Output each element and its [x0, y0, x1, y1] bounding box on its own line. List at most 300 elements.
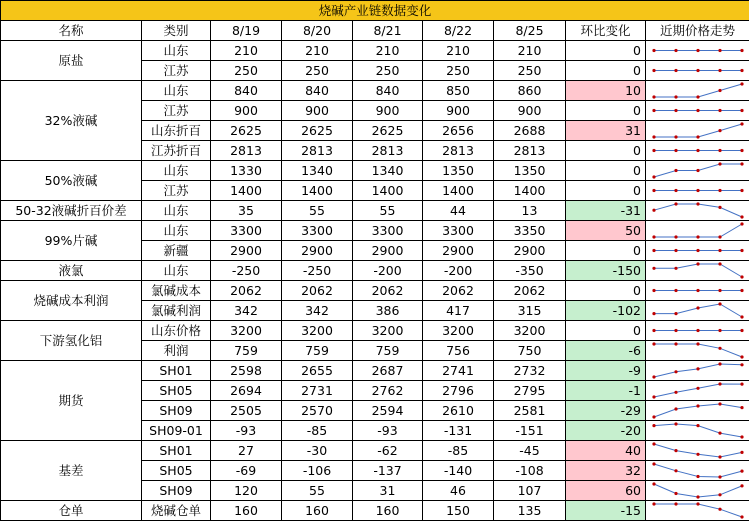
sparkline-point — [718, 382, 721, 385]
sparkline-point — [652, 442, 655, 445]
sparkline-point — [718, 302, 721, 305]
sparkline-point — [696, 49, 699, 52]
sparkline-point — [718, 362, 721, 365]
sparkline-point — [718, 455, 721, 458]
sparkline-point — [740, 49, 743, 52]
value-cell: 250 — [353, 61, 423, 81]
value-cell: 3200 — [211, 321, 282, 341]
table-row — [1, 261, 749, 281]
value-cell: 900 — [494, 101, 566, 121]
sparkline-point — [674, 370, 677, 373]
sparkline-point — [652, 209, 655, 212]
group-name: 仓单 — [1, 501, 142, 521]
value-cell: 1340 — [353, 161, 423, 181]
value-cell: 417 — [423, 301, 494, 321]
sparkline-point — [652, 395, 655, 398]
value-cell: 2900 — [353, 241, 423, 261]
sparkline-point — [740, 383, 743, 386]
value-cell: 2581 — [494, 401, 566, 421]
sparkline-point — [740, 470, 743, 473]
trend-sparkline — [646, 61, 749, 80]
value-cell: 2625 — [282, 121, 353, 141]
sparkline-point — [652, 415, 655, 418]
sparkline-point — [740, 315, 743, 318]
value-cell: 3200 — [353, 321, 423, 341]
trend-sparkline — [646, 221, 749, 240]
trend-sparkline-cell — [646, 381, 749, 401]
group-name: 液氯 — [1, 261, 142, 281]
table-body — [1, 41, 749, 521]
sparkline-point — [740, 189, 743, 192]
sparkline-point — [652, 482, 655, 485]
sparkline-point — [674, 312, 677, 315]
sparkline-point — [740, 435, 743, 438]
trend-sparkline — [646, 401, 749, 420]
sparkline-point — [718, 508, 721, 511]
group-name: 基差 — [1, 441, 142, 501]
value-cell: -93 — [353, 421, 423, 441]
sparkline-point — [718, 129, 721, 132]
value-cell: 2062 — [282, 281, 353, 301]
sparkline-point — [718, 49, 721, 52]
sparkline-point — [674, 267, 677, 270]
value-cell: 860 — [494, 81, 566, 101]
sparkline-point — [674, 492, 677, 495]
sparkline-point — [674, 135, 677, 138]
row-category: 江苏 — [142, 101, 211, 121]
sparkline-point — [740, 363, 743, 366]
value-cell: 840 — [353, 81, 423, 101]
change-cell: 0 — [566, 321, 646, 341]
table-row — [1, 441, 749, 461]
sparkline-point — [696, 169, 699, 172]
table-row — [1, 81, 749, 101]
trend-sparkline — [646, 161, 749, 180]
sparkline-point — [740, 406, 743, 409]
sparkline-point — [740, 215, 743, 218]
row-category: 山东 — [142, 261, 211, 281]
sparkline-point — [696, 149, 699, 152]
sparkline-point — [740, 289, 743, 292]
sparkline-line — [654, 344, 742, 357]
change-cell: -31 — [566, 201, 646, 221]
change-cell: 0 — [566, 241, 646, 261]
sparkline-point — [674, 449, 677, 452]
row-category: 江苏 — [142, 181, 211, 201]
value-cell: 210 — [211, 41, 282, 61]
table-row — [1, 501, 749, 521]
table-row — [1, 41, 749, 61]
trend-sparkline — [646, 381, 749, 400]
row-category: 山东 — [142, 221, 211, 241]
row-category: 新疆 — [142, 241, 211, 261]
value-cell: 150 — [423, 501, 494, 521]
value-cell: 210 — [282, 41, 353, 61]
value-cell: 2813 — [211, 141, 282, 161]
header-date: 8/20 — [282, 21, 353, 41]
sparkline-point — [740, 109, 743, 112]
trend-sparkline — [646, 201, 749, 220]
value-cell: 2795 — [494, 381, 566, 401]
change-cell: -150 — [566, 261, 646, 281]
sparkline-point — [696, 502, 699, 505]
value-cell: 2062 — [494, 281, 566, 301]
sparkline-point — [652, 189, 655, 192]
sparkline-point — [718, 289, 721, 292]
value-cell: 2741 — [423, 361, 494, 381]
value-cell: 2594 — [353, 401, 423, 421]
sparkline-point — [718, 475, 721, 478]
sparkline-point — [740, 249, 743, 252]
sparkline-point — [652, 175, 655, 178]
change-cell: 0 — [566, 101, 646, 121]
value-cell: 1400 — [282, 181, 353, 201]
row-category: 烧碱仓单 — [142, 501, 211, 521]
sparkline-point — [696, 424, 699, 427]
value-cell: -62 — [353, 441, 423, 461]
sparkline-point — [674, 289, 677, 292]
value-cell: 2598 — [211, 361, 282, 381]
row-category: 江苏折百 — [142, 141, 211, 161]
value-cell: 3200 — [423, 321, 494, 341]
sparkline-point — [740, 149, 743, 152]
row-category: 山东折百 — [142, 121, 211, 141]
row-category: SH05 — [142, 461, 211, 481]
value-cell: 160 — [282, 501, 353, 521]
sparkline-line — [654, 124, 742, 137]
group-name: 原盐 — [1, 41, 142, 81]
group-name: 32%液碱 — [1, 81, 142, 161]
value-cell: 2655 — [282, 361, 353, 381]
value-cell: 3200 — [282, 321, 353, 341]
value-cell: 3300 — [353, 221, 423, 241]
sparkline-point — [718, 249, 721, 252]
sparkline-point — [652, 149, 655, 152]
sparkline-point — [652, 329, 655, 332]
value-cell: 2731 — [282, 381, 353, 401]
value-cell: 1400 — [211, 181, 282, 201]
sparkline-point — [674, 235, 677, 238]
sparkline-point — [652, 135, 655, 138]
row-category: 山东 — [142, 41, 211, 61]
sparkline-line — [654, 384, 742, 397]
sparkline-point — [696, 329, 699, 332]
sparkline-point — [740, 451, 743, 454]
value-cell: 1340 — [282, 161, 353, 181]
table-row — [1, 221, 749, 241]
group-name: 99%片碱 — [1, 221, 142, 261]
row-category: 山东 — [142, 81, 211, 101]
sparkline-point — [674, 342, 677, 345]
value-cell: 210 — [423, 41, 494, 61]
table-title: 烧碱产业链数据变化 — [1, 1, 749, 21]
value-cell: 3200 — [494, 321, 566, 341]
sparkline-point — [674, 329, 677, 332]
trend-sparkline-cell — [646, 461, 749, 481]
value-cell: 1400 — [494, 181, 566, 201]
row-category: SH09 — [142, 401, 211, 421]
sparkline-point — [696, 235, 699, 238]
sparkline-point — [718, 189, 721, 192]
value-cell: 135 — [494, 501, 566, 521]
value-cell: 31 — [353, 481, 423, 501]
value-cell: 2688 — [494, 121, 566, 141]
group-name: 烧碱成本利润 — [1, 281, 142, 321]
header-category: 类别 — [142, 21, 211, 41]
sparkline-line — [654, 504, 742, 517]
sparkline-point — [652, 267, 655, 270]
sparkline-point — [652, 69, 655, 72]
row-category: SH09-01 — [142, 421, 211, 441]
value-cell: 2813 — [423, 141, 494, 161]
change-cell: 10 — [566, 81, 646, 101]
value-cell: 2900 — [494, 241, 566, 261]
sparkline-point — [740, 222, 743, 225]
value-cell: 840 — [211, 81, 282, 101]
trend-sparkline — [646, 421, 749, 440]
trend-sparkline — [646, 281, 749, 300]
sparkline-line — [654, 304, 742, 317]
value-cell: 3300 — [282, 221, 353, 241]
trend-sparkline — [646, 501, 749, 520]
value-cell: 250 — [282, 61, 353, 81]
sparkline-point — [674, 422, 677, 425]
value-cell: -85 — [423, 441, 494, 461]
value-cell: 2062 — [353, 281, 423, 301]
group-name: 下游氢化铝 — [1, 321, 142, 361]
change-cell: 0 — [566, 141, 646, 161]
sparkline-point — [696, 189, 699, 192]
sparkline-point — [718, 262, 721, 265]
sparkline-point — [674, 391, 677, 394]
value-cell: -85 — [282, 421, 353, 441]
trend-sparkline — [646, 481, 749, 500]
group-name: 50-32液碱折百价差 — [1, 201, 142, 221]
row-category: 山东价格 — [142, 321, 211, 341]
sparkline-point — [652, 289, 655, 292]
group-name: 期货 — [1, 361, 142, 441]
sparkline-point — [652, 462, 655, 465]
value-cell: -250 — [282, 261, 353, 281]
header-date: 8/21 — [353, 21, 423, 41]
sparkline-point — [652, 109, 655, 112]
value-cell: -137 — [353, 461, 423, 481]
value-cell: 1350 — [423, 161, 494, 181]
table-row — [1, 161, 749, 181]
value-cell: 250 — [423, 61, 494, 81]
value-cell: 2505 — [211, 401, 282, 421]
trend-sparkline — [646, 261, 749, 280]
trend-sparkline — [646, 241, 749, 260]
change-cell: 0 — [566, 181, 646, 201]
trend-sparkline-cell — [646, 181, 749, 201]
row-category: 江苏 — [142, 61, 211, 81]
sparkline-point — [674, 109, 677, 112]
sparkline-point — [674, 149, 677, 152]
value-cell: 250 — [211, 61, 282, 81]
trend-sparkline-cell — [646, 401, 749, 421]
trend-sparkline — [646, 461, 749, 480]
trend-sparkline — [646, 141, 749, 160]
value-cell: -200 — [423, 261, 494, 281]
trend-sparkline — [646, 181, 749, 200]
trend-sparkline-cell — [646, 361, 749, 381]
sparkline-point — [652, 342, 655, 345]
value-cell: -250 — [211, 261, 282, 281]
value-cell: 210 — [494, 41, 566, 61]
value-cell: -30 — [282, 441, 353, 461]
sparkline-point — [652, 312, 655, 315]
sparkline-point — [696, 306, 699, 309]
sparkline-point — [696, 495, 699, 498]
sparkline-point — [740, 329, 743, 332]
value-cell: 210 — [353, 41, 423, 61]
sparkline-point — [652, 95, 655, 98]
sparkline-point — [696, 262, 699, 265]
value-cell: 1400 — [353, 181, 423, 201]
sparkline-point — [740, 162, 743, 165]
header-trend: 近期价格走势 — [646, 21, 749, 41]
sparkline-point — [696, 202, 699, 205]
change-cell: -20 — [566, 421, 646, 441]
row-category: 山东 — [142, 161, 211, 181]
row-category: 利润 — [142, 341, 211, 361]
change-cell: 40 — [566, 441, 646, 461]
trend-sparkline-cell — [646, 321, 749, 341]
value-cell: 315 — [494, 301, 566, 321]
trend-sparkline — [646, 121, 749, 140]
sparkline-point — [674, 249, 677, 252]
table-row — [1, 321, 749, 341]
value-cell: -69 — [211, 461, 282, 481]
sparkline-point — [696, 342, 699, 345]
trend-sparkline — [646, 301, 749, 320]
header-row — [1, 21, 749, 41]
value-cell: 2062 — [423, 281, 494, 301]
value-cell: 55 — [282, 201, 353, 221]
change-cell: -29 — [566, 401, 646, 421]
value-cell: 3300 — [423, 221, 494, 241]
sparkline-point — [718, 69, 721, 72]
sparkline-line — [654, 84, 742, 97]
value-cell: 160 — [211, 501, 282, 521]
value-cell: 2900 — [211, 241, 282, 261]
trend-sparkline — [646, 341, 749, 360]
sparkline-point — [652, 235, 655, 238]
sparkline-point — [674, 189, 677, 192]
value-cell: 2656 — [423, 121, 494, 141]
value-cell: -106 — [282, 461, 353, 481]
trend-sparkline-cell — [646, 341, 749, 361]
sparkline-point — [696, 453, 699, 456]
sparkline-point — [674, 502, 677, 505]
value-cell: -151 — [494, 421, 566, 441]
sparkline-point — [718, 109, 721, 112]
trend-sparkline-cell — [646, 221, 749, 241]
value-cell: 44 — [423, 201, 494, 221]
sparkline-point — [652, 249, 655, 252]
value-cell: 850 — [423, 81, 494, 101]
sparkline-point — [652, 424, 655, 427]
header-date: 8/22 — [423, 21, 494, 41]
sparkline-point — [652, 375, 655, 378]
sparkline-point — [718, 329, 721, 332]
sparkline-point — [674, 49, 677, 52]
sparkline-point — [718, 432, 721, 435]
sparkline-point — [652, 502, 655, 505]
value-cell: 342 — [282, 301, 353, 321]
table-row — [1, 281, 749, 301]
value-cell: 386 — [353, 301, 423, 321]
trend-sparkline — [646, 41, 749, 60]
header-date: 8/25 — [494, 21, 566, 41]
trend-sparkline — [646, 441, 749, 460]
change-cell: -6 — [566, 341, 646, 361]
sparkline-point — [696, 69, 699, 72]
value-cell: 107 — [494, 481, 566, 501]
change-cell: -102 — [566, 301, 646, 321]
sparkline-point — [674, 69, 677, 72]
value-cell: 840 — [282, 81, 353, 101]
change-cell: 60 — [566, 481, 646, 501]
value-cell: 1330 — [211, 161, 282, 181]
trend-sparkline — [646, 361, 749, 380]
trend-sparkline-cell — [646, 301, 749, 321]
sparkline-point — [718, 347, 721, 350]
value-cell: 55 — [282, 481, 353, 501]
sparkline-point — [740, 122, 743, 125]
value-cell: 46 — [423, 481, 494, 501]
sparkline-point — [740, 275, 743, 278]
sparkline-line — [654, 264, 742, 277]
value-cell: 2813 — [282, 141, 353, 161]
sparkline-point — [696, 387, 699, 390]
value-cell: 13 — [494, 201, 566, 221]
value-cell: 759 — [211, 341, 282, 361]
value-cell: 2813 — [353, 141, 423, 161]
table-row — [1, 201, 749, 221]
sparkline-point — [696, 249, 699, 252]
title-row — [1, 1, 749, 21]
sparkline-line — [654, 204, 742, 217]
trend-sparkline-cell — [646, 61, 749, 81]
sparkline-line — [654, 224, 742, 237]
sparkline-point — [696, 404, 699, 407]
value-cell: 2900 — [282, 241, 353, 261]
row-category: 氯碱成本 — [142, 281, 211, 301]
sparkline-point — [718, 493, 721, 496]
sparkline-point — [718, 162, 721, 165]
change-cell: 0 — [566, 61, 646, 81]
sparkline-point — [718, 235, 721, 238]
value-cell: 1350 — [494, 161, 566, 181]
sparkline-point — [740, 515, 743, 518]
trend-sparkline — [646, 81, 749, 100]
row-category: SH01 — [142, 361, 211, 381]
header-change: 环比变化 — [566, 21, 646, 41]
sparkline-point — [674, 202, 677, 205]
value-cell: 2796 — [423, 381, 494, 401]
trend-sparkline-cell — [646, 481, 749, 501]
value-cell: 2694 — [211, 381, 282, 401]
value-cell: 2900 — [423, 241, 494, 261]
header-date: 8/19 — [211, 21, 282, 41]
value-cell: 900 — [423, 101, 494, 121]
table-row — [1, 361, 749, 381]
sparkline-point — [652, 49, 655, 52]
value-cell: 2687 — [353, 361, 423, 381]
value-cell: 120 — [211, 481, 282, 501]
